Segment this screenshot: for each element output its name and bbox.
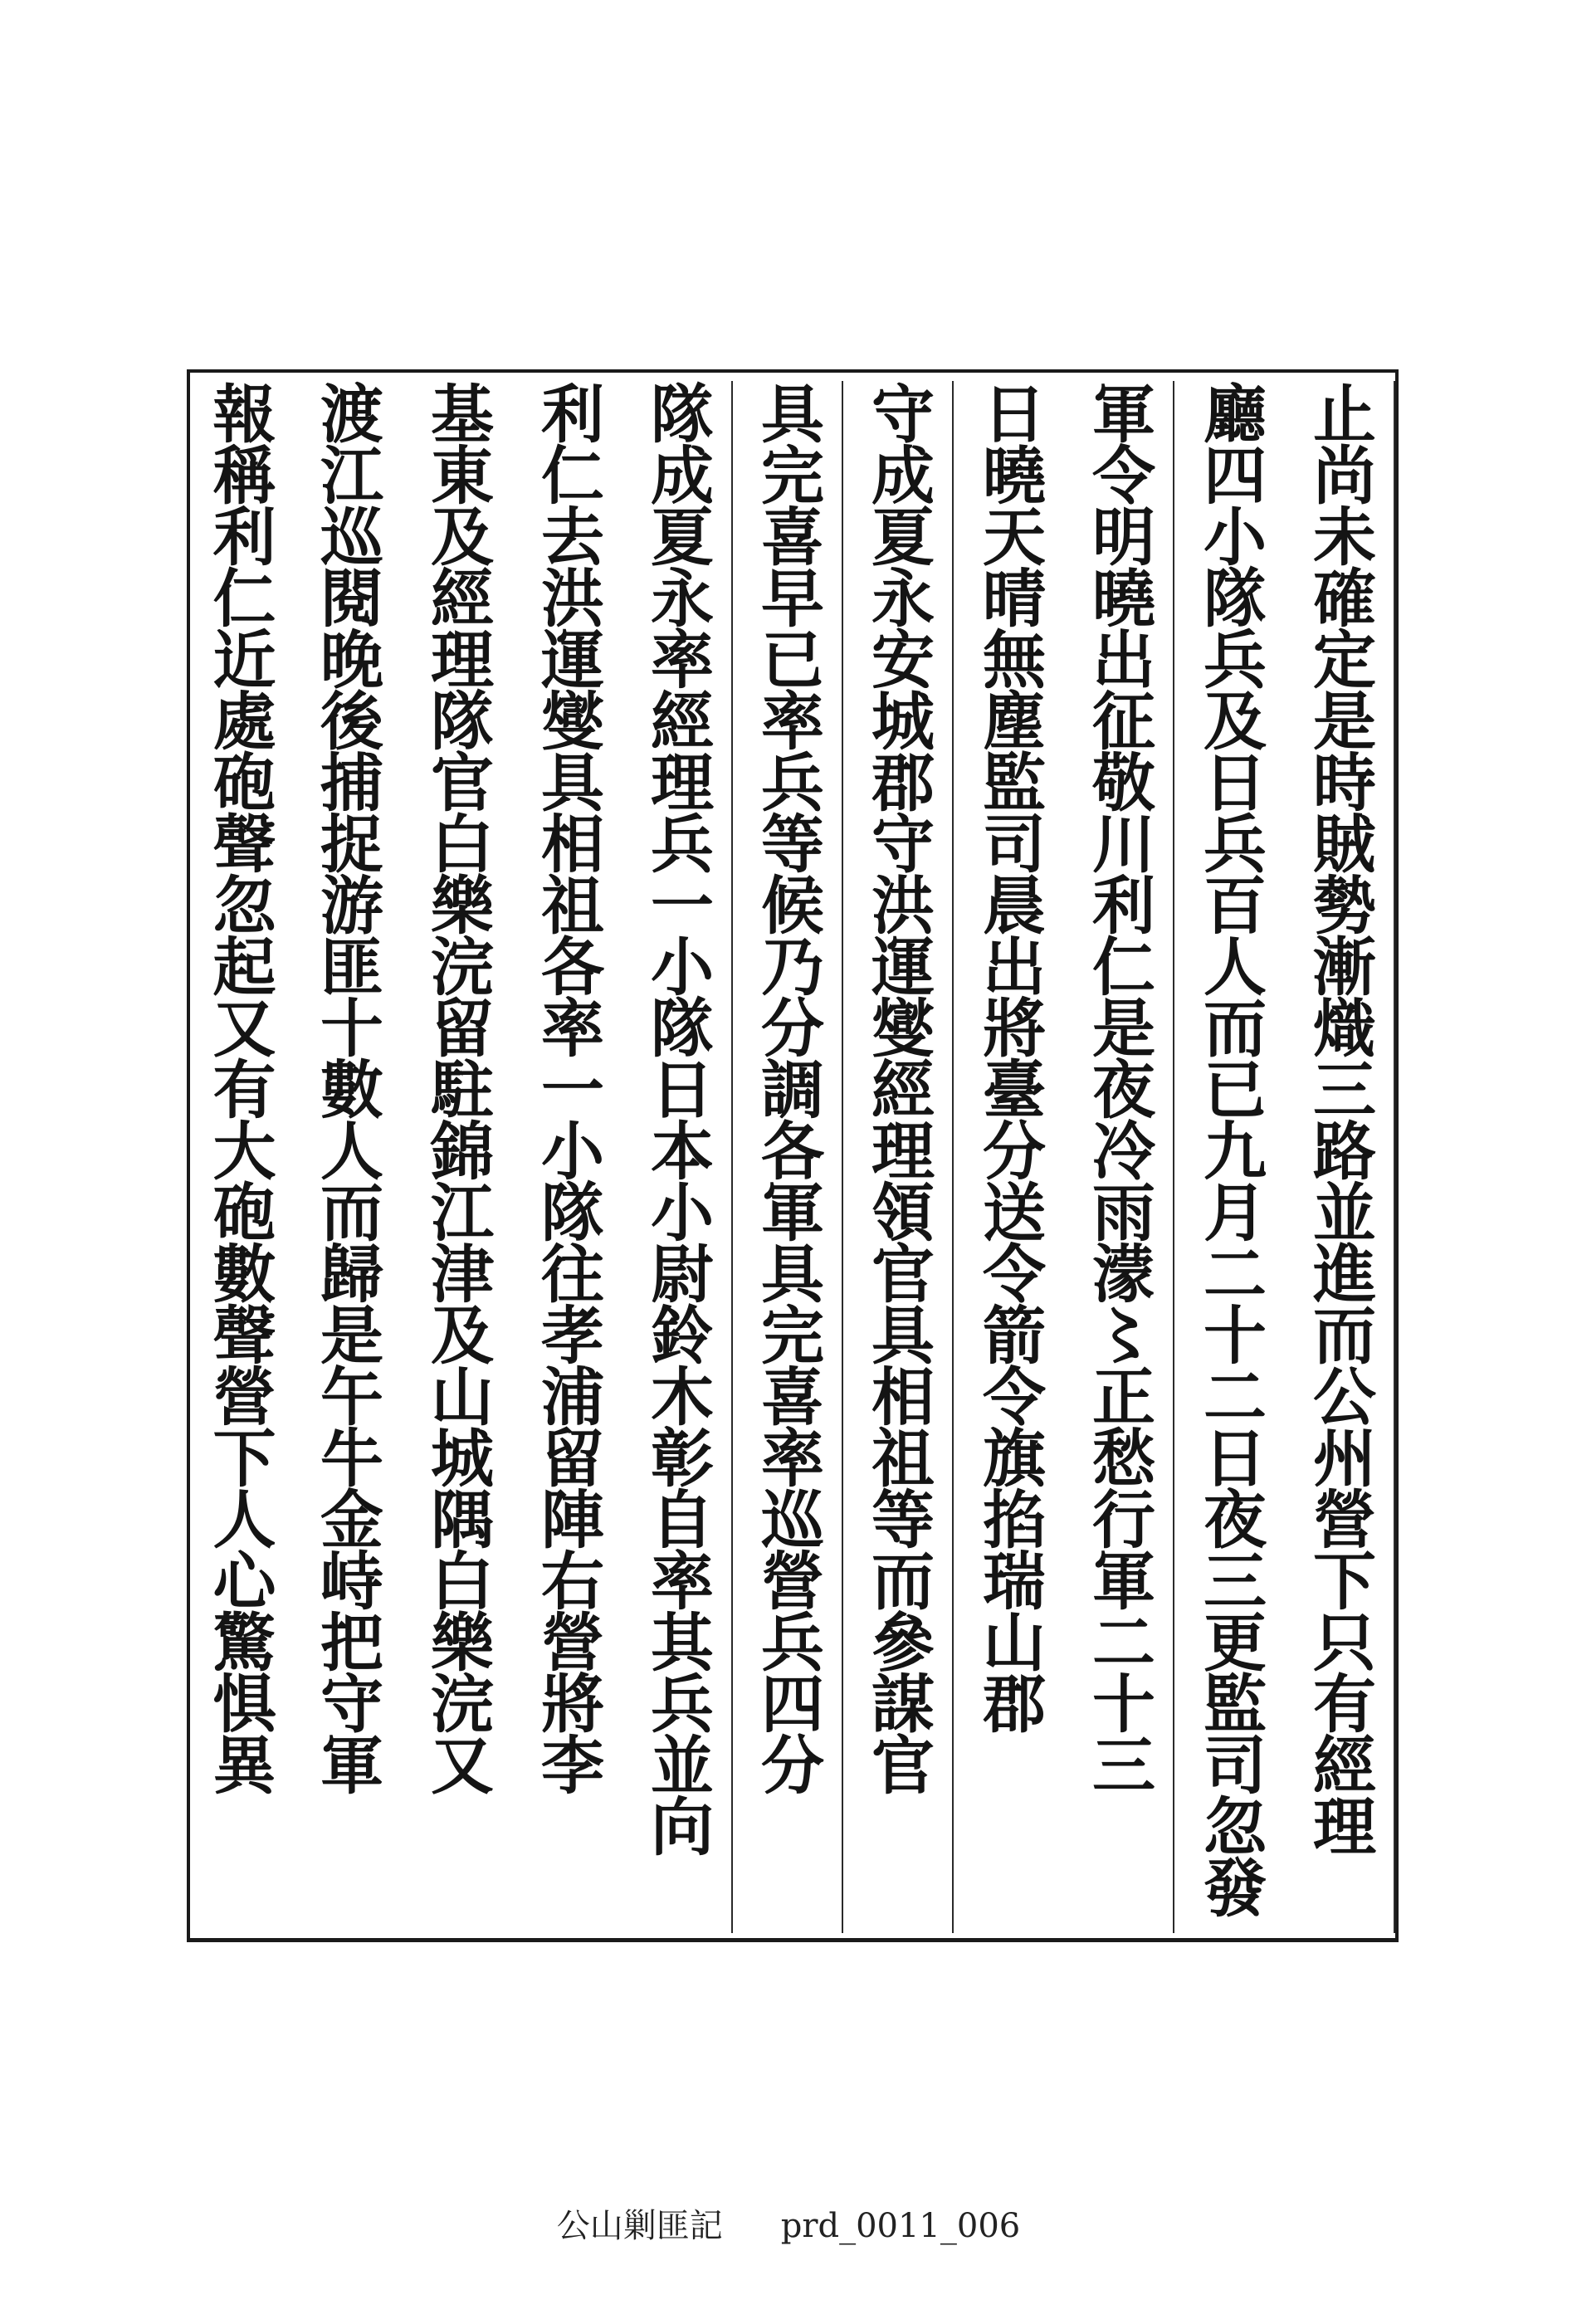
text-frame	[187, 369, 1399, 1942]
footer-title: 公山剿匪記	[556, 2207, 723, 2245]
text-column-4	[954, 381, 1064, 1933]
text-column-5	[843, 381, 954, 1933]
footer-code: prd_0011_006	[780, 2207, 1021, 2245]
text-column-8	[512, 381, 622, 1933]
text-column-10	[291, 381, 402, 1933]
column-text: 軍令明曉出征敬川利仁是夜冷雨濛〻正愁行軍二十三	[1081, 381, 1156, 1794]
column-text: 利仁去洪運燮具相祖各率一小隊往孝浦留陣右營將李	[530, 381, 605, 1794]
column-text: 報稱利仁近處砲聲忽起又有大砲數聲營下人心驚惧異	[203, 381, 276, 1794]
column-text: 基東及經理隊官白樂浣留駐錦江津及山城隅白樂浣又	[420, 381, 495, 1794]
column-text: 渡江巡閱晚後捕捉游匪十數人而歸是午牛金峙把守軍	[310, 381, 384, 1794]
page-footer	[0, 2200, 1577, 2247]
text-column-3	[1064, 381, 1174, 1933]
text-column-7	[622, 381, 733, 1933]
text-column-2	[1174, 381, 1285, 1933]
column-text: 止尚未確定是時賊勢漸熾三路並進而公州營下只有經理	[1302, 381, 1377, 1855]
column-text: 隊成夏永率經理兵一小隊日本小尉鈴木彰自率其兵並向	[640, 381, 715, 1855]
column-text: 日曉天晴無塵監司晨出將臺分送令箭令旗掐瑞山郡	[972, 381, 1047, 1732]
text-column-1	[1285, 381, 1395, 1933]
column-text: 廳四小隊兵及日兵百人而已九月二十二日夜三更監司忽發	[1193, 381, 1267, 1916]
column-text: 具完喜早已率兵等候乃分調各軍具完喜率巡營兵四分	[750, 381, 825, 1794]
column-text: 守成夏永安城郡守洪運燮經理領官具相祖等而參謀官	[861, 381, 935, 1794]
text-column-9	[402, 381, 512, 1933]
text-column-6	[733, 381, 843, 1933]
text-column-11	[187, 381, 291, 1933]
